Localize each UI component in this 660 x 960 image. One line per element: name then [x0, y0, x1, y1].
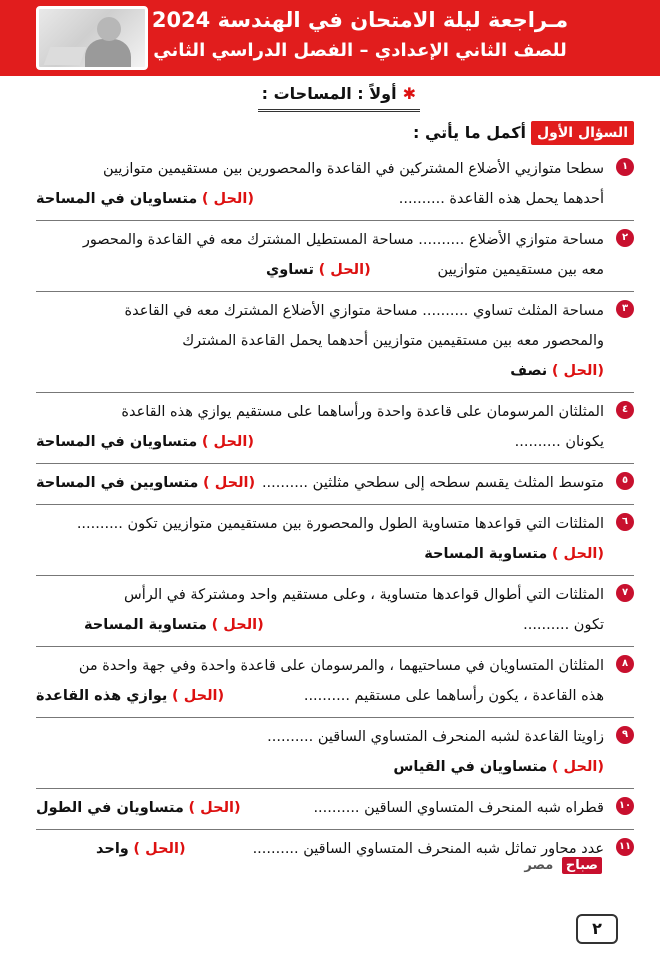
item-text-line: هذه القاعدة ، يكون رأساهما على مستقيم .......... — [303, 688, 604, 704]
list-item — [36, 150, 634, 220]
solution — [266, 255, 371, 285]
item-number-badge: ٤ — [616, 401, 634, 419]
section-title-text: أولاً : المساحات : — [261, 84, 397, 103]
list-item — [36, 788, 634, 829]
item-number-badge: ٦ — [616, 513, 634, 531]
page-header — [0, 0, 660, 76]
solution — [84, 610, 264, 640]
solution-answer: متساويين في المساحة — [36, 475, 199, 491]
solution-label: (الحل ) — [211, 617, 264, 633]
item-number-badge: ٧ — [616, 584, 634, 602]
item-text-line: مساحة متوازي الأضلاع .......... مساحة المستطيل المشترك معه في القاعدة والمحصور — [82, 232, 604, 248]
item-text-line: زاويتا القاعدة لشبه المنحرف المتساوي الساقين .......... — [267, 729, 604, 745]
student-photo-icon — [36, 6, 148, 70]
item-text-line: سطحا متوازيي الأضلاع المشتركين في القاعدة والمحصورين بين مستقيمين متوازيين — [102, 161, 604, 177]
section-title — [258, 84, 420, 112]
solution-answer: متساوية المساحة — [424, 546, 548, 562]
list-item — [36, 392, 634, 463]
item-number-badge: ٩ — [616, 726, 634, 744]
solution — [36, 184, 254, 214]
item-text-line: المثلثان المرسومان على قاعدة واحدة ورأساهما على مستقيم يوازي هذه القاعدة — [121, 404, 604, 420]
list-item — [36, 220, 634, 291]
question-label: السؤال الأول — [531, 121, 634, 145]
item-number-badge: ٥ — [616, 472, 634, 490]
solution-answer: متساوية المساحة — [84, 617, 207, 633]
item-text-line: يكونان .......... — [514, 434, 604, 450]
item-number-badge: ٨ — [616, 655, 634, 673]
item-text-line: المثلثان المتساويان في مساحتيهما ، والمرسومان على قاعدة واحدة وفي جهة واحدة من — [78, 658, 604, 674]
solution-label: (الحل ) — [202, 475, 256, 491]
watermark-part2: مصر — [524, 858, 554, 873]
solution-label: (الحل ) — [133, 841, 186, 857]
solution-answer: واحد — [96, 841, 129, 857]
item-text-line: المثلثات التي أطوال قواعدها متساوية ، وعلى مستقيم واحد ومشتركة في الرأس — [124, 587, 604, 603]
solution-answer: متساويان في الطول — [36, 800, 184, 816]
item-text-line: تكون .......... — [523, 617, 604, 633]
solution — [510, 363, 604, 379]
list-item — [36, 717, 634, 788]
item-text-line: أحدهما يحمل هذه القاعدة .......... — [398, 191, 604, 207]
item-text-line: قطراه شبه المنحرف المتساوي الساقين .......... — [313, 800, 604, 816]
star-icon: ✱ — [402, 84, 416, 103]
watermark-part1: صباح — [562, 857, 602, 874]
solution — [36, 468, 255, 498]
item-text-line: عدد محاور تماثل شبه المنحرف المتساوي الساقين .......... — [252, 841, 604, 857]
header-title: مـراجعة ليلة الامتحان في الهندسة 2024 — [151, 8, 569, 32]
list-item — [36, 646, 634, 717]
item-number-badge: ٢ — [616, 229, 634, 247]
solution-answer: يوازي هذه القاعدة — [36, 688, 168, 704]
solution-label: (الحل ) — [201, 434, 254, 450]
solution — [96, 834, 186, 864]
item-text-line: والمحصور معه بين مستقيمين متوازيين أحدهما يحمل القاعدة المشترك — [182, 333, 604, 349]
solution-label: (الحل ) — [551, 363, 604, 379]
list-item — [36, 504, 634, 575]
solution-label: (الحل ) — [201, 191, 254, 207]
item-text-line: مساحة المثلث تساوي .......... مساحة متوازي الأضلاع المشترك معه في القاعدة — [124, 303, 604, 319]
solution-label: (الحل ) — [318, 262, 371, 278]
solution — [424, 546, 604, 562]
solution-label: (الحل ) — [551, 759, 604, 775]
solution-label: (الحل ) — [551, 546, 604, 562]
solution — [36, 427, 254, 457]
item-text-line: معه بين مستقيمين متوازيين — [437, 262, 604, 278]
solution-label: (الحل ) — [188, 800, 241, 816]
solution-label: (الحل ) — [171, 688, 225, 704]
item-number-badge: ١٠ — [616, 797, 634, 815]
item-number-badge: ١ — [616, 158, 634, 176]
solution-answer: نصف — [510, 363, 548, 379]
watermark-logo — [490, 858, 602, 882]
item-number-badge: ٣ — [616, 300, 634, 318]
item-text-line: المثلثات التي قواعدها متساوية الطول والمحصورة بين مستقيمين متوازيين تكون .......... — [76, 516, 604, 532]
solution-answer: متساويان في القياس — [393, 759, 548, 775]
item-text-line: متوسط المثلث يقسم سطحه إلى سطحي مثلثين .......... — [261, 475, 604, 491]
solution — [393, 759, 604, 775]
header-subtitle: للصف الثاني الإعدادي – الفصل الدراسي الثاني — [153, 40, 567, 61]
solution-answer: متساويان في المساحة — [36, 191, 198, 207]
list-item — [36, 575, 634, 646]
list-item — [36, 463, 634, 504]
list-item — [36, 291, 634, 392]
solution — [36, 681, 224, 711]
question-title: أكمل ما يأتي : — [412, 123, 526, 142]
page-number: ٢ — [576, 914, 618, 944]
solution-answer: متساويان في المساحة — [36, 434, 198, 450]
solution-answer: تساوي — [266, 262, 314, 278]
solution — [36, 793, 241, 823]
questions-list — [36, 150, 634, 870]
item-number-badge: ١١ — [616, 838, 634, 856]
